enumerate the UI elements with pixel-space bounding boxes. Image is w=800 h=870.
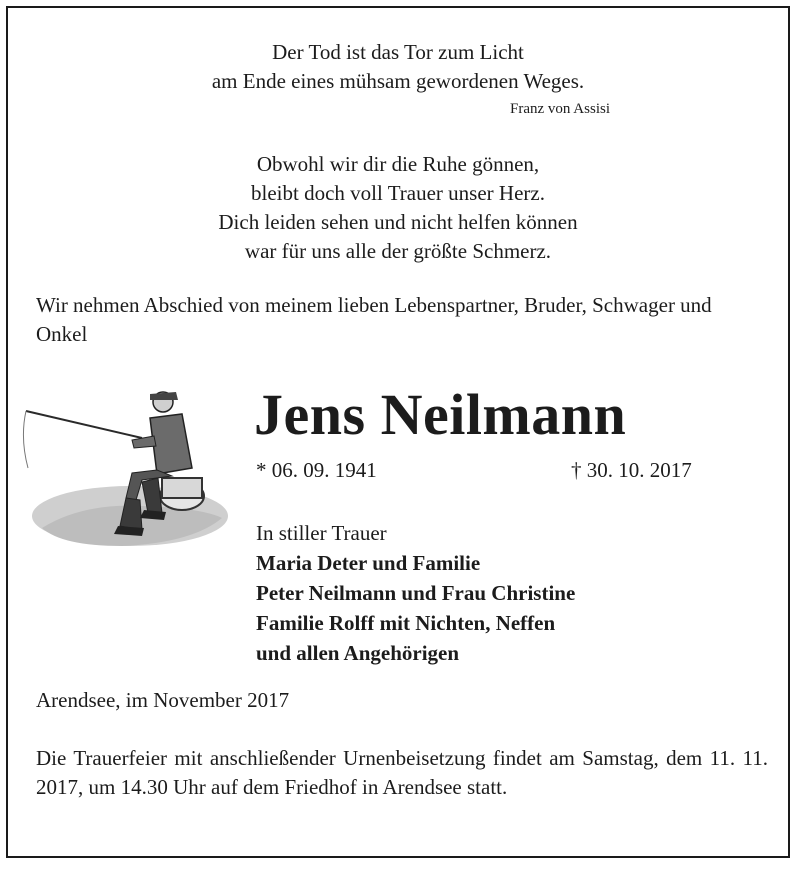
mourner-line: Peter Neilmann und Frau Christine <box>256 581 576 605</box>
death-date: † 30. 10. 2017 <box>571 458 692 482</box>
mourner-line: und allen Angehörigen <box>256 641 460 665</box>
quote-block <box>8 38 788 96</box>
quote-line: Der Tod ist das Tor zum Licht <box>272 40 524 64</box>
deceased-name: Jens Neilmann <box>254 382 627 447</box>
farewell-intro: Wir nehmen Abschied von meinem lieben Lebenspartner, Bruder, Schwager und Onkel <box>36 293 712 346</box>
mourners-heading: In stiller Trauer <box>256 521 387 545</box>
poem-line: Obwohl wir dir die Ruhe gönnen, <box>256 152 540 176</box>
birth-date: * 06. 09. 1941 <box>256 458 377 482</box>
quote-line: am Ende eines mühsam gewordenen Weges. <box>211 69 585 93</box>
poem-block <box>8 150 788 266</box>
obituary-frame <box>6 6 790 858</box>
funeral-notice: Die Trauerfeier mit anschließender Urnenbeisetzung findet am Samstag, dem 11. 11. 2017, um 14.30 Uhr auf dem Friedhof in Arendsee statt. <box>36 746 768 799</box>
mourners-block <box>256 518 575 668</box>
quote-author: Franz von Assisi <box>509 101 610 117</box>
poem-line: bleibt doch voll Trauer unser Herz. <box>251 181 545 205</box>
fisherman-icon <box>22 378 230 558</box>
mourner-line: Familie Rolff mit Nichten, Neffen <box>256 611 556 635</box>
place-date: Arendsee, im November 2017 <box>36 688 290 712</box>
mourner-line: Maria Deter und Familie <box>256 551 481 575</box>
poem-line: war für uns alle der größte Schmerz. <box>244 239 552 263</box>
poem-line: Dich leiden sehen und nicht helfen können <box>218 210 578 234</box>
